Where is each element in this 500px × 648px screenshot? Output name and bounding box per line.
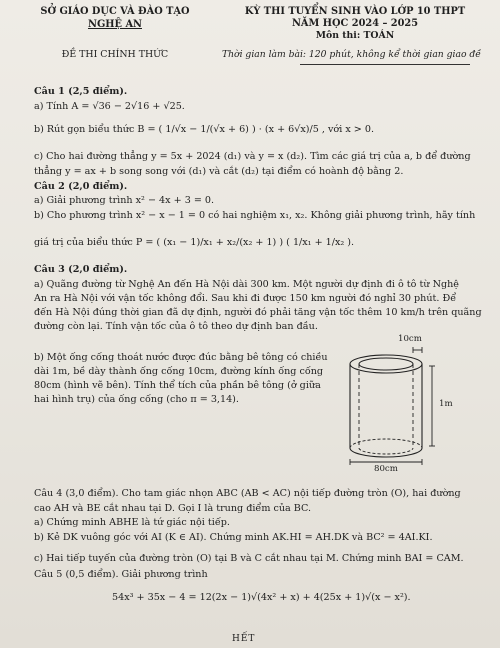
question-3b-line4: hai hình trụ) của ống cống (cho π = 3,14).	[34, 394, 239, 405]
question-5-title: Câu 5 (0,5 điểm). Giải phương trình	[34, 569, 208, 580]
question-1-title: Câu 1 (2,5 điểm).	[34, 86, 128, 97]
question-4a: a) Chứng minh ABHE là tứ giác nội tiếp.	[34, 517, 230, 528]
province-name: NGHỆ AN	[87, 19, 142, 31]
header-rule	[300, 64, 470, 65]
question-3b-line2: dài 1m, bề dày thành ống cống 10cm, đường kính ống cống	[34, 366, 324, 377]
question-1c-line2: thẳng y = ax + b song song với (d₁) và cắt (d₂) tại điểm có hoành độ bằng 2.	[34, 166, 404, 177]
question-1c-line1: c) Cho hai đường thẳng y = 5x + 2024 (d₁) và y = x (d₂). Tìm các giá trị của a, b để đường	[34, 151, 471, 162]
official-exam-label: ĐỀ THI CHÍNH THỨC	[61, 49, 169, 60]
header-right	[215, 6, 495, 42]
school-year: NĂM HỌC 2024 – 2025	[291, 18, 419, 30]
question-3a-line2: An ra Hà Nội với vận tốc không đổi. Sau khi đi được 150 km người đó nghỉ 30 phút. Để	[34, 293, 457, 304]
thickness-label: 10cm	[398, 334, 422, 344]
department-name: SỞ GIÁO DỤC VÀ ĐÀO TẠO	[40, 6, 190, 17]
question-2-title: Câu 2 (2,0 điểm).	[34, 181, 128, 192]
time-allowed: Thời gian làm bài: 120 phút, không kể thời gian giao đề	[222, 49, 481, 60]
question-3b-line1: b) Một ống cống thoát nước được đúc bằng bê tông có chiều	[34, 352, 328, 363]
question-4b: b) Kẻ DK vuông góc với AI (K ∈ AI). Chứng minh AK.HI = AH.DK và BC² = 4AI.KI.	[34, 532, 433, 543]
question-1b: b) Rút gọn biểu thức B = ( 1/√x − 1/(√x + 6) ) · (x + 6√x)/5 , với x > 0.	[34, 124, 375, 135]
question-4-line1: Câu 4 (3,0 điểm). Cho tam giác nhọn ABC (AB < AC) nội tiếp đường tròn (O), hai đường	[34, 488, 461, 499]
diameter-label: 80cm	[374, 464, 398, 474]
question-3a-line4: đường còn lại. Tính vận tốc của ô tô theo dự định ban đầu.	[34, 321, 318, 332]
question-3a-line3: đến Hà Nội đúng thời gian đã dự định, người đó phải tăng vận tốc thêm 10 km/h trên quãng	[34, 307, 482, 318]
header-left	[30, 6, 200, 32]
question-2b-line1: b) Cho phương trình x² − x − 1 = 0 có hai nghiệm x₁, x₂. Không giải phương trình, hãy tính	[34, 210, 476, 221]
pipe-figure	[340, 336, 460, 476]
question-4-line2: cao AH và BE cắt nhau tại D. Gọi I là trung điểm của BC.	[34, 503, 312, 514]
question-5-equation: 54x³ + 35x − 4 = 12(2x − 1)√(4x² + x) + 4(25x + 1)√(x − x²).	[112, 592, 411, 603]
question-2a: a) Giải phương trình x² − 4x + 3 = 0.	[34, 195, 215, 206]
question-1a: a) Tính A = √36 − 2√16 + √25.	[34, 101, 185, 112]
exam-title: KỲ THI TUYỂN SINH VÀO LỚP 10 THPT	[244, 6, 466, 17]
question-2b-line2: giá trị của biểu thức P = ( (x₁ − 1)/x₁ + x₂/(x₂ + 1) ) ( 1/x₁ + 1/x₂ ).	[34, 237, 355, 248]
question-3-title: Câu 3 (2,0 điểm).	[34, 264, 128, 275]
subject: Môn thi: TOÁN	[315, 30, 395, 42]
end-mark: HẾT	[232, 634, 256, 644]
question-3b-line3: 80cm (hình vẽ bên). Tính thể tích của phần bê tông (ở giữa	[34, 380, 321, 391]
question-4c: c) Hai tiếp tuyến của đường tròn (O) tại B và C cắt nhau tại M. Chứng minh BAI = CAM.	[34, 553, 464, 564]
question-3a-line1: a) Quãng đường từ Nghệ An đến Hà Nội dài 300 km. Một người dự định đi ô tô từ Nghệ	[34, 279, 459, 290]
length-label: 1m	[439, 399, 453, 409]
